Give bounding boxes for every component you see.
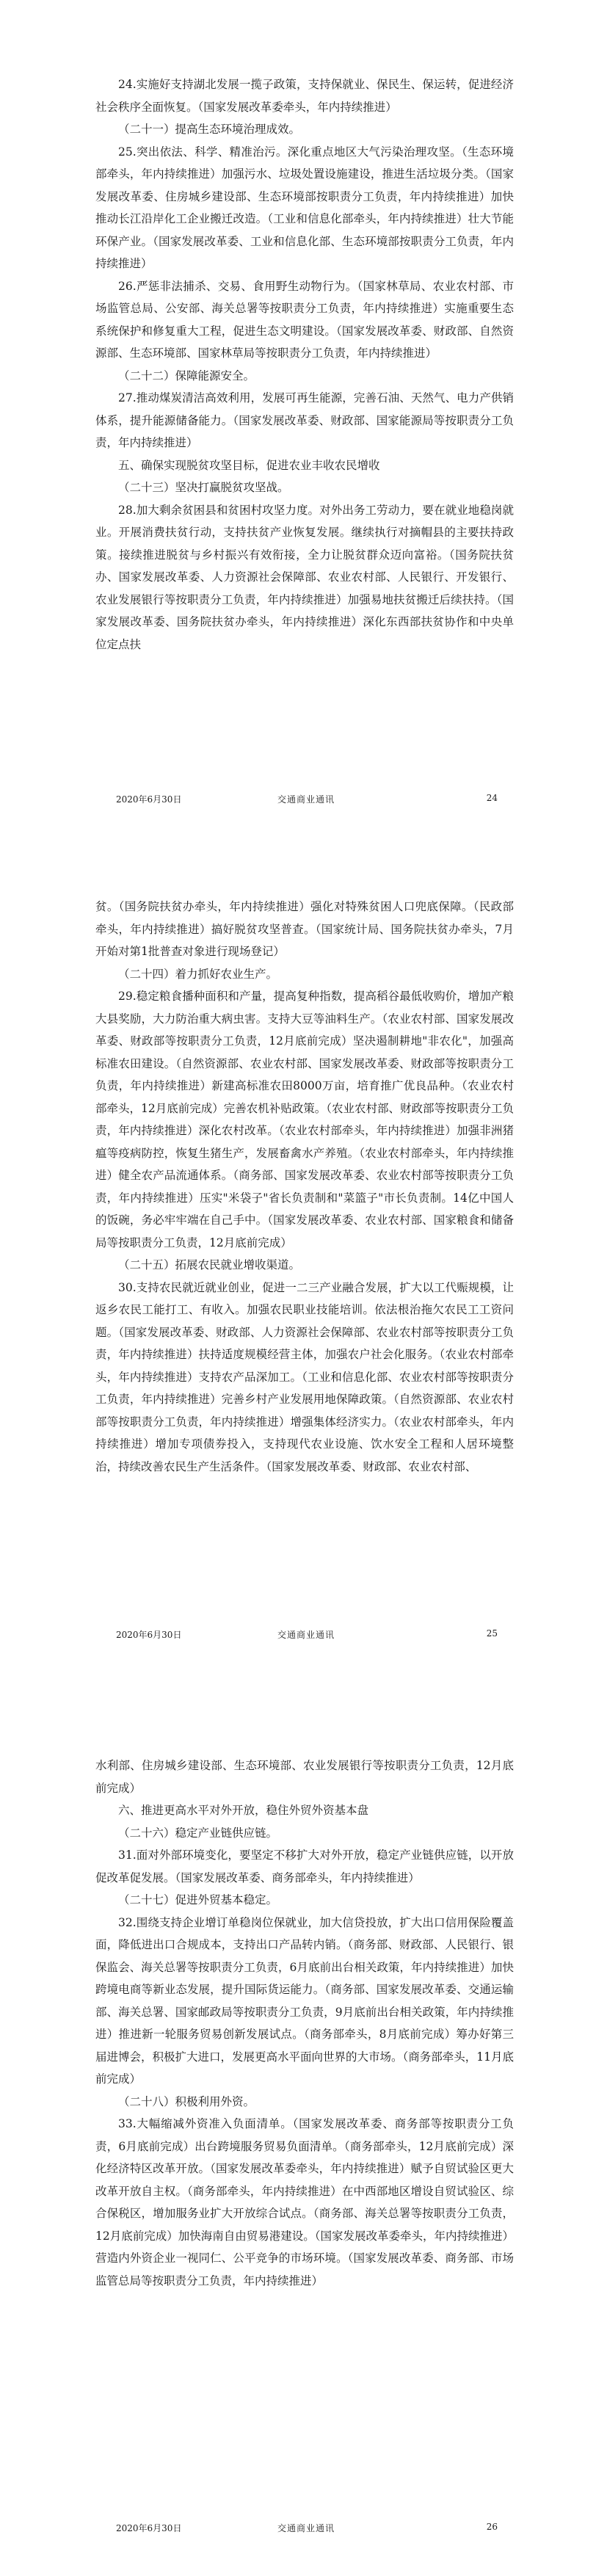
page-footer xyxy=(116,1628,498,1643)
page-3-body xyxy=(95,1755,514,2292)
section-heading: （二十六）稳定产业链供应链。 xyxy=(118,1826,278,1840)
footer-date: 2020年6月30日 xyxy=(116,794,182,805)
page-number: 26 xyxy=(486,2522,498,2532)
paragraph: 贫。（国务院扶贫办牵头，年内持续推进）强化对特殊贫困人口兜底保障。（民政部牵头，年内持续推进）搞好脱贫攻坚普查。（国家统计局、国务院扶贫办牵头，7月开始对第1批普查对象进行现场登记） xyxy=(95,900,514,958)
paragraph: 26.严惩非法捕杀、交易、食用野生动物行为。（国家林草局、农业农村部、市场监管总局、公安部、海关总署等按职责分工负责，年内持续推进）实施重要生态系统保护和修复重大工程，促进生态文明建设。（国家发展改革委、财政部、自然资源部、生态环境部、国家林草局等按职责分工负责，年内持续推进） xyxy=(95,279,514,360)
page-footer xyxy=(116,793,498,808)
chapter-heading: 六、推进更高水平对外开放，稳住外贸外资基本盘 xyxy=(118,1804,369,1817)
paragraph: 30.支持农民就近就业创业，促进一二三产业融合发展，扩大以工代赈规模，让返乡农民工能打工、有收入。加强农民职业技能培训。依法根治拖欠农民工工资问题。（国家发展改革委、财政部、人力资源社会保障部、农业农村部等按职责分工负责，年内持续推进）扶持适度规模经营主体，加强农户社会化服务。（农业农村部牵头，年内持续推进）支持农产品深加工。（工业和信息化部、农业农村部等按职责分工负责，年内持续推进）完善乡村产业发展用地保障政策。（自然资源部、农业农村部等按职责分工负责，年内持续推进）增强集体经济实力。（农业农村部牵头，年内持续推进）增加专项债券投入，支持现代农业设施、饮水安全工程和人居环境整治，持续改善农民生产生活条件。（国家发展改革委、财政部、农业农村部、 xyxy=(95,1280,514,1473)
footer-publication: 交通商业通讯 xyxy=(277,794,335,805)
page-1 xyxy=(0,0,607,859)
section-heading: （二十三）坚决打赢脱贫攻坚战。 xyxy=(118,481,289,494)
section-heading: （二十七）促进外贸基本稳定。 xyxy=(118,1893,278,1906)
section-heading: （二十一）提高生态环境治理成效。 xyxy=(118,123,301,136)
paragraph: 29.稳定粮食播种面积和产量，提高复种指数，提高稻谷最低收购价，增加产粮大县奖励，大力防治重大病虫害。支持大豆等油料生产。（农业农村部、国家发展改革委、财政部等按职责分工负责，12月底前完成）坚决遏制耕地"非农化"，加强高标准农田建设。（自然资源部、农业农村部、国家发展改革委、财政部等按职责分工负责，年内持续推进）新建高标准农田8000万亩，培育推广优良品种。（农业农村部牵头，12月底前完成）完善农机补贴政策。（农业农村部、财政部等按职责分工负责，年内持续推进）深化农村改革。（农业农村部牵头，年内持续推进）加强非洲猪瘟等疫病防控，恢复生猪生产，发展畜禽水产养殖。（农业农村部牵头，年内持续推进）健全农产品流通体系。（商务部、国家发展改革委、农业农村部等按职责分工负责，年内持续推进）压实"米袋子"省长负责制和"菜篮子"市长负责制。14亿中国人的饭碗，务必牢牢端在自己手中。（国家发展改革委、农业农村部、国家粮食和储备局等按职责分工负责，12月底前完成） xyxy=(95,990,514,1249)
page-2 xyxy=(0,859,607,1718)
section-heading: （二十二）保障能源安全。 xyxy=(118,369,255,382)
section-heading: （二十四）着力抓好农业生产。 xyxy=(118,967,278,981)
page-footer xyxy=(116,2522,498,2536)
footer-date: 2020年6月30日 xyxy=(116,2523,182,2533)
page-3 xyxy=(0,1718,607,2576)
footer-date: 2020年6月30日 xyxy=(116,1630,182,1640)
paragraph: 27.推动煤炭清洁高效利用，发展可再生能源，完善石油、天然气、电力产供销体系，提升能源储备能力。（国家发展改革委、财政部、国家能源局等按职责分工负责，年内持续推进） xyxy=(95,391,514,449)
paragraph: 32.围绕支持企业增订单稳岗位保就业，加大信贷投放，扩大出口信用保险覆盖面，降低进出口合规成本，支持出口产品转内销。（商务部、财政部、人民银行、银保监会、海关总署等按职责分工负责，6月底前出台相关政策，年内持续推进）加快跨境电商等新业态发展，提升国际货运能力。（商务部、国家发展改革委、交通运输部、海关总署、国家邮政局等按职责分工负责，9月底前出台相关政策，年内持续推进）推进新一轮服务贸易创新发展试点。（商务部牵头，8月底前完成）筹办好第三届进博会，积极扩大进口，发展更高水平面向世界的大市场。（商务部牵头，11月底前完成） xyxy=(95,1915,514,2086)
footer-publication: 交通商业通讯 xyxy=(277,2523,335,2533)
paragraph: 31.面对外部环境变化，要坚定不移扩大对外开放，稳定产业链供应链，以开放促改革促发展。（国家发展改革委、商务部牵头，年内持续推进） xyxy=(95,1848,514,1884)
section-heading: （二十五）拓展农民就业增收渠道。 xyxy=(118,1258,301,1271)
page-number: 25 xyxy=(486,1628,498,1639)
page-2-body xyxy=(95,896,514,1478)
paragraph: 24.实施好支持湖北发展一揽子政策，支持保就业、保民生、保运转，促进经济社会秩序全面恢复。（国家发展改革委牵头，年内持续推进） xyxy=(95,78,514,114)
footer-publication: 交通商业通讯 xyxy=(277,1630,335,1640)
section-heading: （二十八）积极利用外资。 xyxy=(118,2094,255,2108)
paragraph: 33.大幅缩减外资准入负面清单。（国家发展改革委、商务部等按职责分工负责，6月底前完成）出台跨境服务贸易负面清单。（商务部牵头，12月底前完成）深化经济特区改革开放。（国家发展改革委牵头，年内持续推进）赋予自贸试验区更大改革开放自主权。（商务部牵头，年内持续推进）在中西部地区增设自贸试验区、综合保税区，增加服务业扩大开放综合试点。（商务部、海关总署等按职责分工负责，12月底前完成）加快海南自由贸易港建设。（国家发展改革委牵头，年内持续推进）营造内外资企业一视同仁、公平竞争的市场环境。（国家发展改革委、商务部、市场监管总局等按职责分工负责，年内持续推进） xyxy=(95,2117,514,2287)
page-1-body xyxy=(95,73,514,656)
page-number: 24 xyxy=(486,793,498,803)
paragraph: 28.加大剩余贫困县和贫困村攻坚力度。对外出务工劳动力，要在就业地稳岗就业。开展消费扶贫行动，支持扶贫产业恢复发展。继续执行对摘帽县的主要扶持政策。接续推进脱贫与乡村振兴有效衔接，全力让脱贫群众迈向富裕。（国务院扶贫办、国家发展改革委、人力资源社会保障部、农业农村部、人民银行、开发银行、农业发展银行等按职责分工负责，年内持续推进）加强易地扶贫搬迁后续扶持。（国家发展改革委、国务院扶贫办牵头，年内持续推进）深化东西部扶贫协作和中央单位定点扶 xyxy=(95,503,514,651)
paragraph: 水利部、住房城乡建设部、生态环境部、农业发展银行等按职责分工负责，12月底前完成） xyxy=(95,1759,514,1795)
chapter-heading: 五、确保实现脱贫攻坚目标，促进农业丰收农民增收 xyxy=(118,458,380,472)
paragraph: 25.突出依法、科学、精准治污。深化重点地区大气污染治理攻坚。（生态环境部牵头，年内持续推进）加强污水、垃圾处置设施建设，推进生活垃圾分类。（国家发展改革委、住房城乡建设部、生态环境部按职责分工负责，年内持续推进）加快推动长江沿岸化工企业搬迁改造。（工业和信息化部牵头，年内持续推进）壮大节能环保产业。（国家发展改革委、工业和信息化部、生态环境部按职责分工负责，年内持续推进） xyxy=(95,145,514,270)
